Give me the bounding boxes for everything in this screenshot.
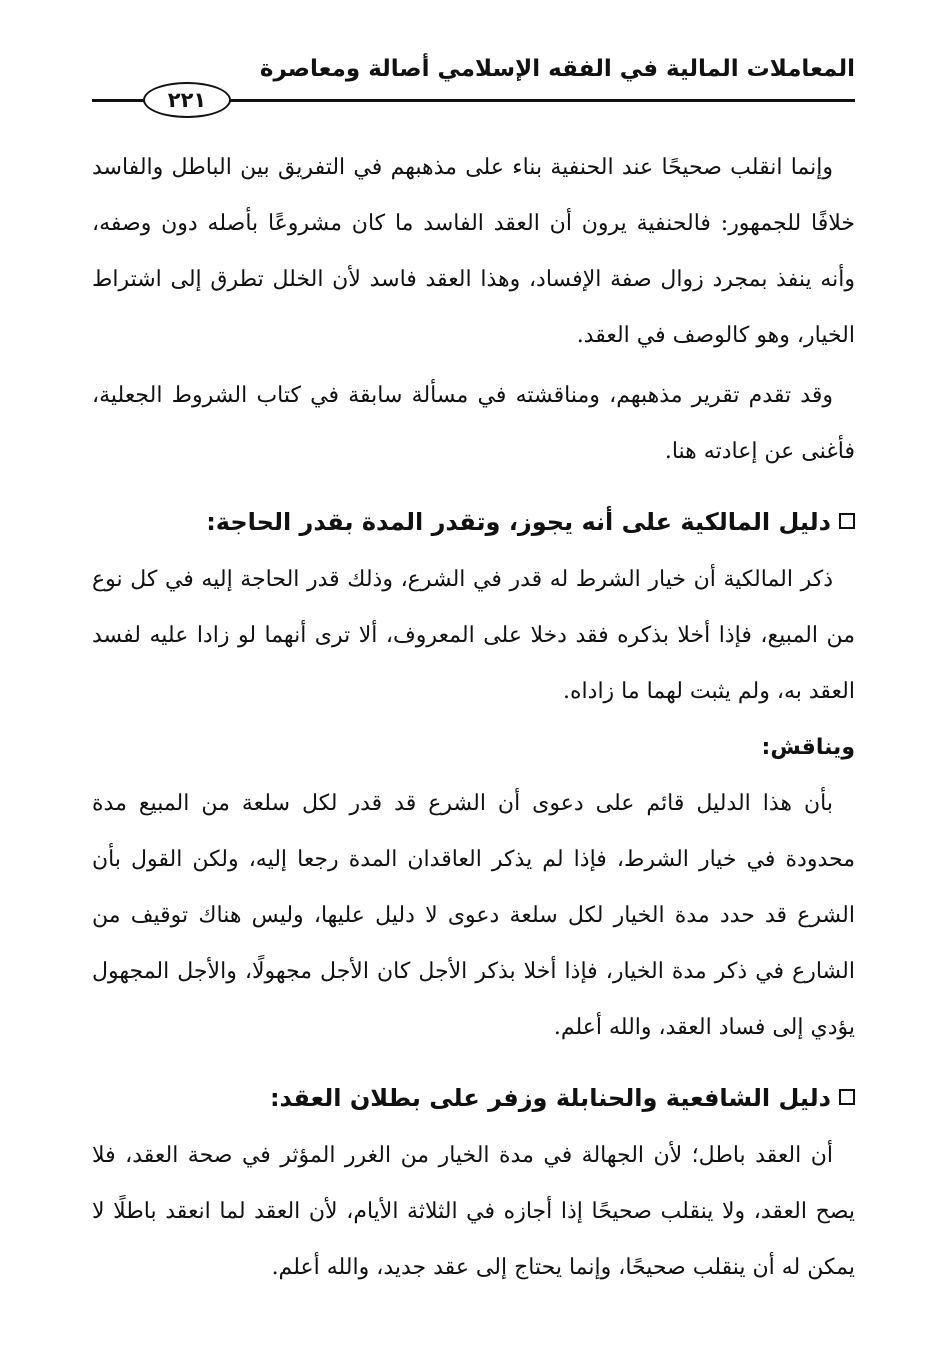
page-number: ٢٢١ (143, 82, 231, 118)
square-bullet-icon (839, 1089, 855, 1105)
paragraph: ذكر المالكية أن خيار الشرط له قدر في الشرع، وذلك قدر الحاجة إليه في كل نوع من المبيع، فإذا أخلا بذكره فقد دخلا على المعروف، ألا ترى أنهما لو زادا عليه لفسد العقد به، ولم يثبت لهما ما زاداه. (92, 567, 855, 704)
section-heading-text: دليل المالكية على أنه يجوز، وتقدر المدة بقدر الحاجة: (206, 508, 831, 536)
section-heading (92, 494, 855, 550)
page-body (92, 140, 855, 1296)
running-title: المعاملات المالية في الفقه الإسلامي أصالة ومعاصرة (259, 56, 855, 82)
paragraph: وإنما انقلب صحيحًا عند الحنفية بناء على مذهبهم في التفريق بين الباطل والفاسد خلافًا للجمهور: فالحنفية يرون أن العقد الفاسد ما كان مشروعًا بأصله دون وصفه، وأنه ينفذ بمجرد زوال صفة الإفساد، وهذا العقد فاسد لأن الخلل تطرق إلى اشتراط الخيار، وهو كالوصف في العقد. (92, 155, 855, 348)
section-heading (92, 1070, 855, 1126)
paragraph: أن العقد باطل؛ لأن الجهالة في مدة الخيار من الغرر المؤثر في صحة العقد، فلا يصح العقد، ولا ينقلب صحيحًا إذا أجازه في الثلاثة الأيام، لأن العقد لما انعقد باطلًا لا يمكن له أن ينقلب صحيحًا، وإنما يحتاج إلى عقد جديد، والله أعلم. (92, 1143, 855, 1280)
paragraph: بأن هذا الدليل قائم على دعوى أن الشرع قد قدر لكل سلعة من المبيع مدة محدودة في خيار الشرط، فإذا لم يذكر العاقدان المدة رجعا إليه، ولكن القول بأن الشرع قد حدد مدة الخيار لكل سلعة دعوى لا دليل عليها، وليس هناك توقيف من الشارع في ذكر مدة الخيار، فإذا أخلا بذكر الأجل كان الأجل مجهولًا، والأجل المجهول يؤدي إلى فساد العقد، والله أعلم. (92, 791, 855, 1040)
paragraph: وقد تقدم تقرير مذهبهم، ومناقشته في مسألة سابقة في كتاب الشروط الجعلية، فأغنى عن إعادته هنا. (92, 383, 855, 464)
square-bullet-icon (839, 513, 855, 529)
subheading: ويناقش: (761, 735, 855, 760)
section-heading-text: دليل الشافعية والحنابلة وزفر على بطلان العقد: (269, 1084, 831, 1112)
